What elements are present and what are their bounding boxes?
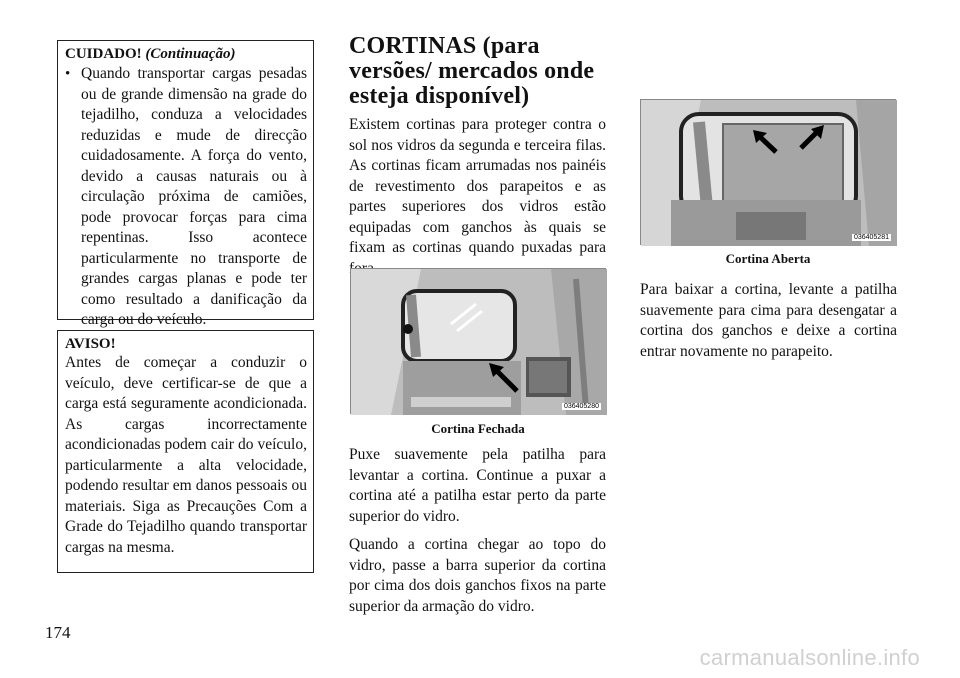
figure-curtain-closed [350,268,606,414]
bullet-icon: • [65,66,71,82]
figure-code-open: 036405281 [853,234,889,241]
intro-paragraph: Existem cortinas para proteger contra o sol nos vidros da segunda e terceira filas. As cortinas ficam arrumadas nos painéis de revestimento dos parapeitos e as partes superiores dos vidros estão equipadas com ganchos às quais se fixam as cortinas quando puxadas para [349,116,606,256]
caution-bullet [65,64,307,331]
warning-text: Antes de começar a conduzir o veículo, deve certificar-se de que a carga está seguramente acondicionada. As cargas incorrectamente acondicionadas podem cair do veículo, particularmente a alta velocidade, podendo resultar em danos pessoais ou materiais. Siga as Precauções Com a Grade do Tejadilho quando transportar cargas na mesma. [65,354,307,556]
paragraph-lower-curtain: Para baixar a cortina, levante a patilha suavemente para cima para desengatar a cortina dos ganchos e deixe a cortina entrar novamente no parapeito. [640,281,897,360]
figure-code-closed: 036405280 [563,403,599,410]
caution-label: CUIDADO! [65,46,142,62]
caution-continuation: (Continuação) [145,46,236,62]
caution-text: Quando transportar cargas pesadas ou de grande dimensão na grade do tejadilho, conduza a velocidades reduzidas e mude de direcção cuidadosamente. A força do vento, devido a causas naturais ou à circulação próxima de camiões, pode provocar forças para cima repentinas. Isso acontece particularmente no transporte de grandes cargas planas e pode ter como resultado a danificação da carga ou do veículo. [81,65,307,328]
caution-title [65,45,307,63]
warning-box [57,330,314,573]
curtain-closed-illustration [351,269,607,415]
middle-column [349,34,606,279]
watermark-text: carmanualsonline.info [699,645,920,670]
caption-curtain-closed: Cortina Fechada [431,421,525,436]
figure-curtain-open [640,99,896,245]
warning-title: AVISO! [65,336,116,352]
caption-curtain-open: Cortina Aberta [725,251,811,266]
paragraph-hooks: Quando a cortina chegar ao topo do vidro, passe a barra superior da cortina por cima dos dois ganchos fixos na parte superior da armação do vidro. [349,536,606,615]
page-number: 174 [45,623,71,642]
curtain-open-illustration [641,100,897,246]
right-column-lower [640,280,897,362]
paragraph-pull-tab: Puxe suavemente pela patilha para levantar a cortina. Continue a puxar a cortina até a patilha estar perto da parte superior do vidro. [349,446,606,525]
caution-box [57,40,314,328]
section-heading: CORTINAS (para versões/ mercados onde esteja disponível) [349,33,595,109]
middle-column-lower [349,445,606,615]
